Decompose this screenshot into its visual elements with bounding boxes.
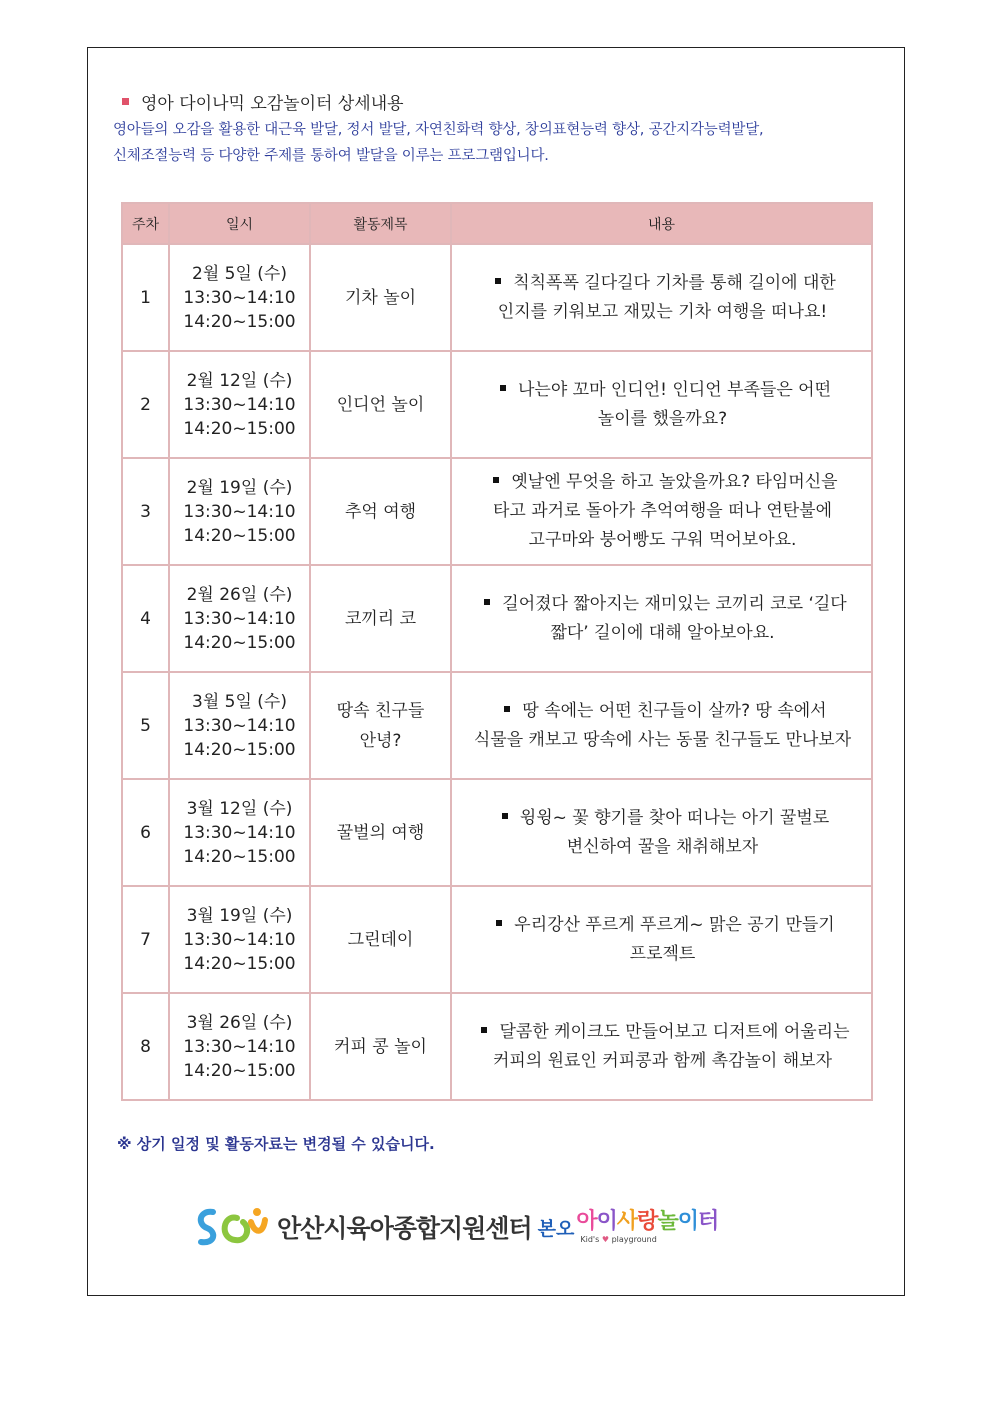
content-cell — [451, 244, 872, 351]
schedule-table — [121, 202, 873, 1101]
content-line: 인지를 키워보고 재밌는 기차 여행을 떠나요! — [497, 301, 828, 322]
playground-logo — [576, 1209, 718, 1245]
activity-title-cell — [310, 779, 451, 886]
week-cell: 1 — [122, 244, 169, 351]
time-slot: 14:20~15:00 — [183, 846, 296, 867]
section-title-text: 영아 다이나믹 오감놀이터 상세내용 — [141, 94, 404, 114]
playground-name — [576, 1209, 718, 1235]
week-cell: 3 — [122, 458, 169, 565]
time-slot: 13:30~14:10 — [183, 929, 296, 950]
center-name: 안산시육아종합지원센터 — [277, 1214, 532, 1243]
activity-title: 코끼리 코 — [344, 608, 417, 629]
activity-title-cell — [310, 351, 451, 458]
content-line — [460, 376, 865, 405]
intro-line: 신체조절능력 등 다양한 주제를 통하여 발달을 이루는 프로그램입니다. — [113, 148, 549, 164]
time-slot: 14:20~15:00 — [183, 1060, 296, 1081]
playground-letter: 이 — [677, 1209, 698, 1234]
playground-letter: 랑 — [637, 1209, 658, 1234]
bullet-icon — [493, 477, 499, 483]
notice-text: ※ 상기 일정 및 활동자료는 변경될 수 있습니다. — [117, 1135, 435, 1153]
content-text: 윙윙~ 꽃 향기를 찾아 떠나는 아기 꿀벌로 — [519, 807, 830, 828]
bullet-icon — [495, 278, 501, 284]
bullet-icon — [484, 599, 490, 605]
content-text: 달콤한 케이크도 만들어보고 디저트에 어울리는 — [499, 1021, 850, 1042]
week-cell: 5 — [122, 672, 169, 779]
content-cell — [451, 779, 872, 886]
time-slot: 14:20~15:00 — [183, 311, 296, 332]
table-row — [122, 351, 872, 458]
date-text: 2월 19일 (수) — [186, 477, 293, 498]
activity-title: 기차 놀이 — [344, 287, 417, 308]
activity-title: 땅속 친구들 — [336, 700, 425, 721]
time-slot: 13:30~14:10 — [183, 1036, 296, 1057]
square-bullet-icon — [122, 98, 129, 105]
activity-title-cell — [310, 672, 451, 779]
content-line: 타고 과거로 돌아가 추억여행을 떠나 연탄불에 — [492, 501, 833, 521]
time-slot: 13:30~14:10 — [183, 715, 296, 736]
date-cell — [169, 458, 310, 565]
bullet-icon — [500, 385, 506, 391]
time-slot: 14:20~15:00 — [183, 953, 296, 974]
date-cell — [169, 886, 310, 993]
content-line: 짧다’ 길이에 대해 알아보아요. — [550, 622, 775, 643]
activity-title: 그린데이 — [347, 929, 414, 950]
content-cell — [451, 458, 872, 565]
playground-letter: 터 — [697, 1209, 719, 1234]
content-text: 옛날엔 무엇을 하고 놀았을까요? 타임머신을 — [511, 472, 838, 492]
heart-icon: ♥ — [601, 1235, 610, 1244]
playground-letter: 사 — [616, 1209, 638, 1234]
header-title: 활동제목 — [310, 203, 451, 244]
center-logo-icon — [193, 1204, 271, 1250]
playground-letter: 놀 — [657, 1209, 678, 1234]
section-title — [122, 89, 404, 114]
date-text: 3월 5일 (수) — [192, 691, 287, 712]
activity-title: 커피 콩 놀이 — [334, 1036, 427, 1057]
activity-title: 인디언 놀이 — [336, 394, 425, 415]
content-text: 우리강산 푸르게 푸르게~ 맑은 공기 만들기 — [514, 914, 835, 935]
content-cell — [451, 993, 872, 1100]
playground-sub — [580, 1235, 718, 1245]
header-content: 내용 — [451, 203, 872, 244]
date-cell — [169, 672, 310, 779]
activity-title-cell — [310, 886, 451, 993]
time-slot: 13:30~14:10 — [183, 822, 296, 843]
table-body — [122, 244, 872, 1100]
playground-letter: 아 — [576, 1209, 597, 1234]
content-text: 칙칙폭폭 길다길다 기차를 통해 길이에 대한 — [513, 272, 836, 293]
time-slot: 13:30~14:10 — [183, 394, 296, 415]
header-week: 주차 — [122, 203, 169, 244]
header-date: 일시 — [169, 203, 310, 244]
content-text: 길어졌다 짧아지는 재미있는 코끼리 코로 ‘길다 — [502, 593, 847, 614]
footer-logo — [193, 1204, 718, 1250]
content-line: 놀이를 했을까요? — [597, 408, 728, 429]
bullet-icon — [481, 1027, 487, 1033]
time-slot: 14:20~15:00 — [183, 632, 296, 653]
week-cell: 8 — [122, 993, 169, 1100]
content-line — [460, 590, 865, 619]
bono-label: 본오 — [537, 1217, 575, 1240]
content-text: 나는야 꼬마 인디언! 인디언 부족들은 어떤 — [517, 379, 831, 400]
playground-sub-kids: Kid's — [580, 1235, 600, 1244]
bullet-icon — [504, 706, 510, 712]
date-text: 2월 26일 (수) — [186, 584, 293, 605]
table-row — [122, 244, 872, 351]
time-slot: 14:20~15:00 — [183, 739, 296, 760]
content-text: 땅 속에는 어떤 친구들이 살까? 땅 속에서 — [522, 700, 827, 721]
date-cell — [169, 565, 310, 672]
playground-letter: 이 — [596, 1209, 617, 1234]
date-text: 3월 12일 (수) — [186, 798, 293, 819]
date-cell — [169, 244, 310, 351]
table-row — [122, 993, 872, 1100]
intro-text — [113, 117, 883, 169]
content-line — [460, 911, 865, 940]
date-text: 2월 5일 (수) — [192, 263, 287, 284]
activity-title-cell — [310, 458, 451, 565]
activity-title: 꿀벌의 여행 — [336, 822, 425, 843]
time-slot: 13:30~14:10 — [183, 287, 296, 308]
time-slot: 13:30~14:10 — [183, 608, 296, 629]
bullet-icon — [496, 920, 502, 926]
content-line — [460, 468, 865, 497]
date-text: 3월 26일 (수) — [186, 1012, 293, 1033]
week-cell: 2 — [122, 351, 169, 458]
activity-title: 안녕? — [359, 730, 402, 751]
intro-line: 영아들의 오감을 활용한 대근육 발달, 정서 발달, 자연친화력 향상, 창의표현능력 향상, 공간지각능력발달, — [113, 122, 764, 138]
table-row — [122, 458, 872, 565]
table-row — [122, 779, 872, 886]
bullet-icon — [502, 813, 508, 819]
activity-title-cell — [310, 993, 451, 1100]
date-text: 3월 19일 (수) — [186, 905, 293, 926]
table-row — [122, 565, 872, 672]
time-slot: 14:20~15:00 — [183, 418, 296, 439]
date-cell — [169, 993, 310, 1100]
activity-title: 추억 여행 — [344, 501, 417, 522]
table-row — [122, 886, 872, 993]
content-cell — [451, 351, 872, 458]
week-cell: 7 — [122, 886, 169, 993]
content-line: 프로젝트 — [629, 943, 696, 964]
content-line — [460, 804, 865, 833]
content-line: 커피의 원료인 커피콩과 함께 촉감놀이 해보자 — [492, 1050, 833, 1071]
content-line: 식물을 캐보고 땅속에 사는 동물 친구들도 만나보자 — [473, 729, 852, 750]
content-line — [460, 697, 865, 726]
content-line — [460, 269, 865, 298]
content-line — [460, 1018, 865, 1047]
playground-sub-text: playground — [611, 1235, 657, 1244]
time-slot: 13:30~14:10 — [183, 501, 296, 522]
content-line: 고구마와 붕어빵도 구워 먹어보아요. — [528, 530, 797, 550]
week-cell: 6 — [122, 779, 169, 886]
date-text: 2월 12일 (수) — [186, 370, 293, 391]
table-row — [122, 672, 872, 779]
activity-title-cell — [310, 244, 451, 351]
content-cell — [451, 886, 872, 993]
time-slot: 14:20~15:00 — [183, 525, 296, 546]
content-cell — [451, 565, 872, 672]
content-line: 변신하여 꿀을 채취해보자 — [566, 836, 759, 857]
date-cell — [169, 779, 310, 886]
date-cell — [169, 351, 310, 458]
activity-title-cell — [310, 565, 451, 672]
week-cell: 4 — [122, 565, 169, 672]
content-cell — [451, 672, 872, 779]
table-header-row — [122, 203, 872, 244]
